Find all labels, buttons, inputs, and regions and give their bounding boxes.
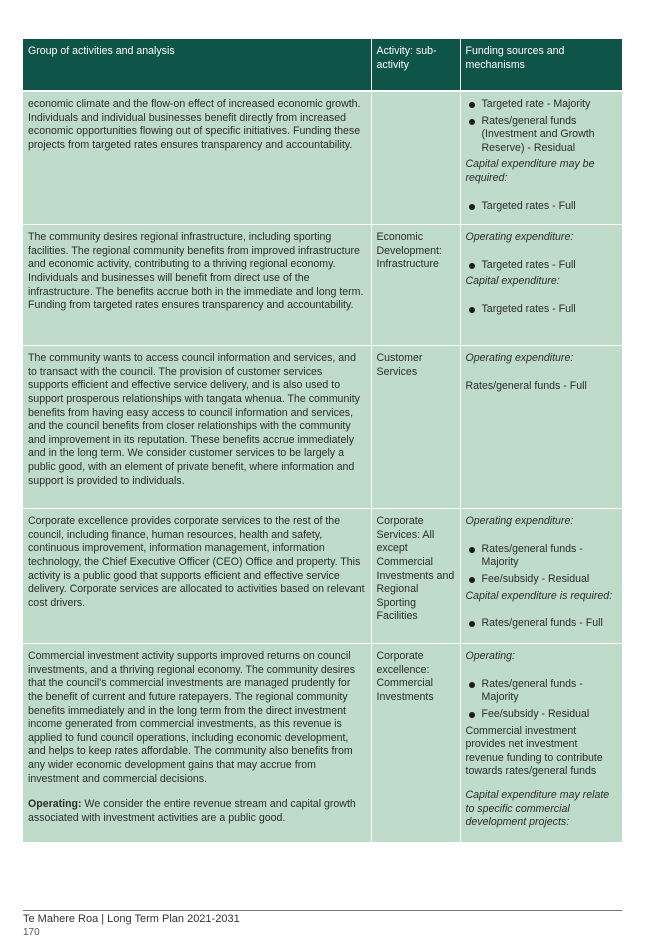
header-activity: Activity: sub-activity [371, 39, 460, 91]
funding-cell [460, 644, 622, 842]
funding-list [466, 617, 618, 631]
list-item: Targeted rates - Full [466, 303, 618, 317]
funding-heading: Capital expenditure may be required: [465, 158, 595, 184]
list-item: Rates/general funds - Full [466, 617, 618, 631]
funding-list [466, 259, 618, 273]
analysis-text: economic climate and the flow-on effect of increased economic growth. Individuals and individual businesses benefit directly from increased economic opportunities flowing out of specific initiatives. Funding these projects from targeted rates ensures transparency and accountability. [28, 98, 361, 151]
list-item: Fee/subsidy - Residual [466, 708, 618, 722]
funding-cell [460, 91, 622, 225]
table-row [23, 91, 622, 225]
analysis-lead: Operating: [28, 798, 82, 811]
funding-text: Rates/general funds - Full [465, 379, 587, 392]
list-item: Targeted rates - Full [466, 200, 618, 214]
funding-list [466, 303, 618, 317]
funding-table [23, 39, 622, 842]
analysis-operating-note [28, 798, 366, 825]
activity-cell [371, 644, 460, 842]
funding-heading: Capital expenditure: [465, 275, 560, 288]
funding-list [466, 543, 618, 587]
activity-text: Corporate excellence: Commercial Investments [376, 650, 434, 703]
funding-heading: Operating: [465, 650, 515, 663]
analysis-text: Commercial investment activity supports improved returns on council investments, and a thriving regional economy. The community desires that the council's commercial investments are managed prudently for the benefit of current and future ratepayers. The regional community benefits immediately and in the long term from the direct investment income generated from commercial investments, as this revenue is applied to fund council operations, including economic development, and helps to keep rates affordable. The community also benefits from any wider economic development gains that may accrue from investment and commercial decisions. [28, 650, 355, 785]
activity-cell [371, 91, 460, 225]
page-number: 170 [23, 927, 40, 938]
activity-cell [371, 225, 460, 346]
list-item: Fee/subsidy - Residual [466, 573, 618, 587]
list-item: Targeted rates - Full [466, 259, 618, 273]
list-item: Targeted rate - Majority [466, 98, 618, 112]
funding-list [466, 678, 618, 722]
footer-title: Te Mahere Roa | Long Term Plan 2021-2031 [23, 913, 240, 925]
footer-divider [23, 910, 622, 911]
table-header-row [23, 39, 622, 91]
analysis-cell [23, 91, 371, 225]
funding-cell [460, 225, 622, 346]
list-item: Rates/general funds (Investment and Growth Reserve) - Residual [466, 115, 618, 156]
activity-text: Corporate Services: All except Commercial Investments and Regional Sporting Facilities [376, 515, 455, 623]
funding-text: Commercial investment provides net investment revenue funding to contribute towards rates/general funds [465, 724, 603, 778]
funding-cell [460, 509, 622, 644]
funding-list [466, 200, 618, 214]
funding-heading: Operating expenditure: [465, 352, 574, 365]
funding-heading: Capital expenditure may relate to specific commercial development projects: [465, 788, 610, 829]
table-row [23, 346, 622, 509]
analysis-cell [23, 509, 371, 644]
table-row [23, 509, 622, 644]
analysis-cell [23, 644, 371, 842]
activity-cell [371, 346, 460, 509]
funding-heading: Capital expenditure is required: [465, 589, 613, 602]
analysis-text: Corporate excellence provides corporate services to the rest of the council, including finance, human resources, health and safety, continuous improvement, information management, information technology, the Chief Executive Officer (CEO) Office and property. This activity is a public good that supports efficient and effective service delivery. Corporate services are allocated to activities based on relevant cost drivers. [28, 515, 365, 609]
header-funding: Funding sources and mechanisms [460, 39, 622, 91]
funding-cell [460, 346, 622, 509]
funding-heading: Operating expenditure: [465, 515, 574, 528]
header-group-analysis: Group of activities and analysis [23, 39, 371, 91]
activity-cell [371, 509, 460, 644]
analysis-text: The community wants to access council information and services, and to transact with the council. The provision of customer services supports efficient and effective service delivery, and is also used to support prosperous relationships with tangata whenua. The community benefits from having easy access to council information and services, and the council benefits from closer relationships with the community and improvement in its reputation. These benefits accrue immediately and in the long term. We consider customer services to be largely a public good, with an element of private benefit, where information and support is provided to individuals. [28, 352, 360, 487]
activity-text: Economic Development: Infrastructure [376, 231, 442, 271]
funding-list [466, 98, 618, 155]
table-row [23, 225, 622, 346]
analysis-cell [23, 225, 371, 346]
list-item: Rates/general funds - Majority [466, 543, 618, 570]
table-row [23, 644, 622, 842]
activity-text: Customer Services [376, 352, 423, 378]
funding-heading: Operating expenditure: [465, 231, 574, 244]
list-item: Rates/general funds - Majority [466, 678, 618, 705]
analysis-text: The community desires regional infrastructure, including sporting facilities. The regional community benefits from improved infrastructure and economic activity, contributing to a thriving regional economy. Individuals and businesses will benefit from direct use of the infrastructure. The benefits accrue both in the immediate and long term. Funding from targeted rates ensures transparency and accountability. [28, 231, 364, 312]
analysis-tail: We consider the entire revenue stream and capital growth associated with investment activities are a public good. [28, 798, 356, 824]
analysis-cell [23, 346, 371, 509]
